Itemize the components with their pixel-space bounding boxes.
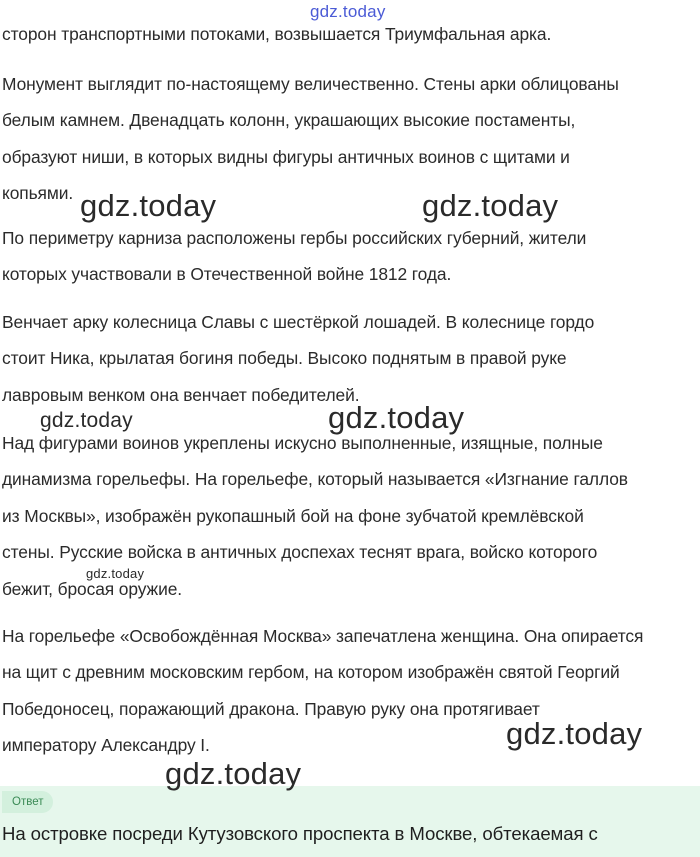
paragraph-4 (2, 304, 694, 413)
text-line: бежит, бросая оружие. (2, 578, 182, 599)
text-line: лавровым венком она венчает победителей. (2, 384, 360, 405)
text-line: образуют ниши, в которых видны фигуры античных воинов с щитами и (2, 146, 570, 167)
text-line: На горельефе «Освобождённая Москва» запечатлена женщина. Она опирается (2, 626, 644, 646)
text-line: стены. Русские войска в античных доспехах теснят врага, войско которого (2, 542, 598, 563)
text-line: Над фигурами воинов укреплены искусно выполненные, изящные, полные (2, 433, 603, 453)
paragraph-1 (2, 16, 694, 52)
paragraph-5 (2, 425, 694, 607)
watermark: gdz.today (506, 716, 643, 751)
answer-label: Ответ (2, 791, 53, 813)
text-line: стоит Ника, крылатая богиня победы. Высоко поднятым в правой руке (2, 348, 567, 369)
watermark: gdz.today (80, 188, 217, 223)
text-line: сторон транспортными потоками, возвышается Триумфальная арка. (2, 24, 552, 44)
watermark: gdz.today (86, 566, 145, 581)
text-line: из Москвы», изображён рукопашный бой на фоне зубчатой кремлёвской (2, 505, 584, 526)
watermark: gdz.today (165, 756, 302, 791)
text-line: копьями. (2, 183, 74, 204)
watermark: gdz.today (328, 400, 465, 435)
text-line: Монумент выглядит по-настоящему величественно. Стены арки облицованы (2, 74, 619, 94)
watermark: gdz.today (40, 409, 133, 432)
paragraph-2 (2, 66, 694, 212)
watermark: gdz.today (422, 188, 559, 223)
text-line: императору Александру I. (2, 735, 210, 756)
text-line: Венчает арку колесница Славы с шестёркой лошадей. В колеснице гордо (2, 312, 595, 332)
text-line: динамизма горельефы. На горельефе, который называется «Изгнание галлов (2, 469, 628, 490)
text-line: белым камнем. Двенадцать колонн, украшающих высокие постаменты, (2, 110, 576, 131)
text-line: на щит с древним московским гербом, на котором изображён святой Георгий (2, 662, 620, 683)
watermark-header-link[interactable]: gdz.today (310, 2, 386, 21)
text-line: На островке посреди Кутузовского проспекта в Москве, обтекаемая с (2, 823, 598, 844)
paragraph-3 (2, 220, 694, 293)
text-line: Победоносец, поражающий дракона. Правую руку она протягивает (2, 698, 540, 719)
text-line: которых участвовали в Отечественной войне 1812 года. (2, 264, 452, 285)
text-line: По периметру карниза расположены гербы российских губерний, жители (2, 228, 587, 248)
paragraph-6 (2, 618, 694, 764)
answer-text (2, 816, 694, 852)
